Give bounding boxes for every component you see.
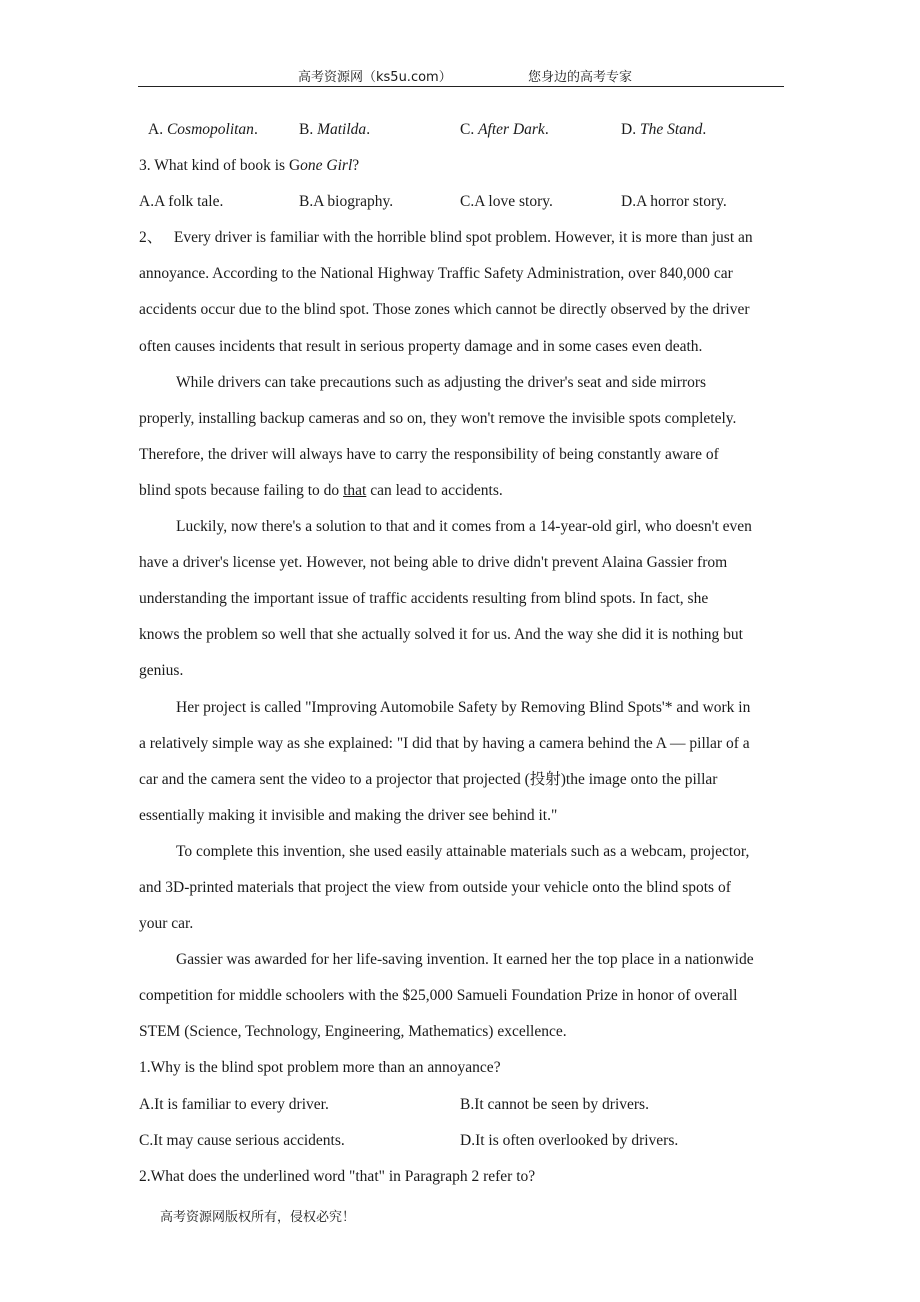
q3-options-row [139,184,787,220]
option-c: C.It may cause serious accidents. [139,1131,345,1149]
text-line: often causes incidents that result in serious property damage and in some cases even death. [139,337,703,355]
text-line: While drivers can take precautions such as adjusting the driver's seat and side mirrors [176,373,707,391]
text-line: essentially making it invisible and making the driver see behind it." [139,806,558,824]
q3-stem: 3. What kind of book is Gone Girl? [139,157,360,175]
option-b: B.A biography. [299,193,394,211]
q2-options-row [139,112,787,148]
option-c: C. After Dark. [460,121,549,138]
header-site-name: 高考资源网（ks5u.com） [298,70,452,85]
text-line: competition for middle schoolers with the $25,000 Samueli Foundation Prize in honor of overall [139,987,738,1005]
option-d: D. The Stand. [621,121,707,138]
question-1-options-row-2 [139,1123,787,1159]
page-footer: 高考资源网版权所有，侵权必究！ [160,1210,356,1225]
option-b: B. Matilda. [299,121,371,138]
option-a: A. Cosmopolitan. [148,121,258,138]
text-line: Her project is called "Improving Automobile Safety by Removing Blind Spots'* and work in [176,698,751,716]
text-line: To complete this invention, she used easily attainable materials such as a webcam, projector, [176,842,750,860]
question-1-options-row-1 [139,1087,787,1123]
option-d: D.A horror story. [621,193,727,211]
text-line: genius. [139,662,184,680]
passage-paragraph-6 [139,942,787,1050]
text-line: Luckily, now there's a solution to that and it comes from a 14-year-old girl, who doesn't even [176,518,752,536]
text-line: knows the problem so well that she actually solved it for us. And the way she did it is nothing but [139,626,743,644]
text-line: Therefore, the driver will always have to carry the responsibility of being constantly aware of [139,445,719,463]
header-slogan: 您身边的高考专家 [528,70,633,85]
passage-paragraph-1 [139,220,787,364]
text-line: your car. [139,915,194,933]
text-line: a relatively simple way as she explained: "I did that by having a camera behind the A — pillar of a [139,734,750,752]
option-c: C.A love story. [460,193,553,211]
text-line: annoyance. According to the National Highway Traffic Safety Administration, over 840,000 car [139,265,733,283]
text-line: understanding the important issue of traffic accidents resulting from blind spots. In fact, she [139,590,709,608]
passage-paragraph-2 [139,365,787,509]
question-2-stem: 2.What does the underlined word "that" in Paragraph 2 refer to? [139,1167,536,1185]
text-line: car and the camera sent the video to a projector that projected (投射)the image onto the pillar [139,770,718,788]
option-b: B.It cannot be seen by drivers. [460,1095,649,1113]
option-d: D.It is often overlooked by drivers. [460,1131,679,1149]
text-line: Gassier was awarded for her life-saving invention. It earned her the top place in a nationwide [176,951,754,969]
passage-paragraph-5 [139,834,787,942]
text-line: properly, installing backup cameras and so on, they won't remove the invisible spots completely. [139,409,737,427]
passage-paragraph-4 [139,690,787,834]
text-line: blind spots because failing to do that can lead to accidents. [139,481,503,499]
text-line: 2、 Every driver is familiar with the horrible blind spot problem. However, it is more than just an [139,229,753,247]
page-header [138,64,784,87]
underlined-word: that [343,481,367,499]
text-line: and 3D-printed materials that project the view from outside your vehicle onto the blind spots of [139,878,731,896]
document-body [139,112,787,1195]
question-1-stem: 1.Why is the blind spot problem more than an annoyance? [139,1059,501,1077]
text-line: accidents occur due to the blind spot. Those zones which cannot be directly observed by the driver [139,301,750,319]
text-line: STEM (Science, Technology, Engineering, Mathematics) excellence. [139,1023,567,1041]
text-line: have a driver's license yet. However, not being able to drive didn't prevent Alaina Gassier from [139,554,728,572]
option-a: A.A folk tale. [139,193,224,211]
option-a: A.It is familiar to every driver. [139,1095,329,1113]
passage-paragraph-3 [139,509,787,689]
